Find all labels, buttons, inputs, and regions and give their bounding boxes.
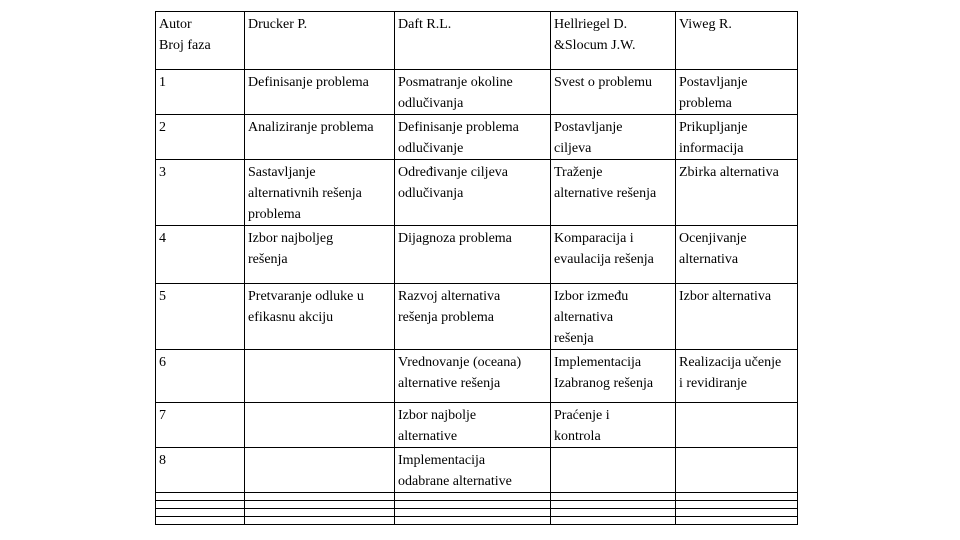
empty-cell (156, 493, 245, 501)
cell-text: Praćenje i (554, 408, 610, 423)
cell-text: 6 (159, 355, 166, 370)
cell-hellriegel (551, 284, 676, 350)
cell-text: problema (679, 96, 732, 111)
cell-text: Implementacija (398, 453, 486, 468)
cell-text: Komparacija i (554, 231, 634, 246)
cell-text: alternativa (679, 252, 739, 267)
cell-text: Izbor najboljeg (248, 231, 334, 246)
cell-text: Zbirka alternativa (679, 165, 779, 180)
cell-daft (395, 448, 551, 493)
cell-text: rešenja (248, 252, 288, 267)
cell-text: Pretvaranje odluke u (248, 289, 364, 304)
header-daft-label: Daft R.L. (398, 17, 452, 32)
empty-cell (156, 501, 245, 509)
decision-phases-table (155, 11, 798, 525)
empty-cell (551, 493, 676, 501)
cell-hellriegel (551, 160, 676, 226)
phase-number (156, 226, 245, 284)
header-viweg (676, 12, 798, 70)
cell-text: Izbor najbolje (398, 408, 477, 423)
header-hellriegel-label: Hellriegel (554, 17, 610, 32)
cell-text: 2 (159, 120, 166, 135)
cell-text: i revidiranje (679, 376, 748, 391)
empty-cell (245, 493, 395, 501)
cell-text: alternativa (554, 310, 614, 325)
empty-cell (395, 501, 551, 509)
cell-drucker (245, 284, 395, 350)
cell-viweg (676, 403, 798, 448)
header-daft (395, 12, 551, 70)
phase-number (156, 448, 245, 493)
cell-hellriegel (551, 350, 676, 403)
phase-number (156, 160, 245, 226)
header-slocum-label: &Slocum J.W. (554, 38, 636, 53)
empty-cell (395, 517, 551, 525)
phase-number (156, 350, 245, 403)
header-drucker-label: Drucker P. (248, 17, 308, 32)
empty-cell (676, 509, 798, 517)
cell-text: Definisanje problema (398, 120, 519, 135)
cell-text: Posmatranje okoline (398, 75, 513, 90)
empty-row (156, 501, 798, 509)
cell-viweg (676, 284, 798, 350)
cell-text: efikasnu akciju (248, 310, 334, 325)
cell-text: Izbor alternativa (679, 289, 772, 304)
cell-hellriegel (551, 448, 676, 493)
header-hellriegel (551, 12, 676, 70)
cell-text: rešenja (554, 331, 594, 346)
table-row (156, 448, 798, 493)
cell-text: Implementacija (554, 355, 642, 370)
empty-cell (395, 509, 551, 517)
header-viweg-label: Viweg R. (679, 17, 732, 32)
cell-text: alternativnih rešenja (248, 186, 362, 201)
cell-drucker (245, 115, 395, 160)
cell-text: Postavljanje (679, 75, 748, 90)
cell-text: alternative (398, 429, 458, 444)
empty-cell (245, 501, 395, 509)
cell-daft (395, 403, 551, 448)
header-drucker (245, 12, 395, 70)
cell-viweg (676, 226, 798, 284)
cell-text: informacija (679, 141, 744, 156)
cell-drucker (245, 448, 395, 493)
cell-hellriegel (551, 115, 676, 160)
cell-viweg (676, 115, 798, 160)
cell-text: odlučivanja (398, 186, 464, 201)
cell-daft (395, 70, 551, 115)
phase-number (156, 70, 245, 115)
cell-hellriegel (551, 226, 676, 284)
cell-daft (395, 115, 551, 160)
table-row (156, 226, 798, 284)
cell-text: 8 (159, 453, 166, 468)
cell-text: odabrane alternative (398, 474, 512, 489)
cell-drucker (245, 70, 395, 115)
header-author-label: Autor (159, 17, 192, 32)
phase-number (156, 284, 245, 350)
empty-cell (551, 517, 676, 525)
cell-viweg (676, 160, 798, 226)
cell-daft (395, 350, 551, 403)
empty-cell (551, 509, 676, 517)
phase-number (156, 115, 245, 160)
phase-number (156, 403, 245, 448)
cell-hellriegel (551, 403, 676, 448)
empty-row (156, 493, 798, 501)
cell-text: odlučivanje (398, 141, 464, 156)
cell-text: 3 (159, 165, 166, 180)
cell-text: problema (248, 207, 301, 222)
cell-drucker (245, 350, 395, 403)
cell-text: evaulacija rešenja (554, 252, 654, 267)
cell-text: Sastavljanje (248, 165, 316, 180)
table-row (156, 160, 798, 226)
cell-drucker (245, 160, 395, 226)
cell-text: Definisanje problema (248, 75, 369, 90)
header-author-phase (156, 12, 245, 70)
cell-text: 4 (159, 231, 166, 246)
empty-cell (551, 501, 676, 509)
empty-cell (395, 493, 551, 501)
cell-text: Traženje (554, 165, 603, 180)
table-row (156, 70, 798, 115)
table-row (156, 350, 798, 403)
header-hellriegel-initial: D. (613, 17, 628, 32)
cell-text: 7 (159, 408, 166, 423)
empty-cell (245, 517, 395, 525)
cell-text: odlučivanja (398, 96, 464, 111)
cell-text: Izabranog rešenja (554, 376, 654, 391)
cell-viweg (676, 70, 798, 115)
cell-text: Razvoj alternativa (398, 289, 501, 304)
empty-cell (245, 509, 395, 517)
cell-text: Vrednovanje (oceana) (398, 355, 522, 370)
empty-cell (676, 517, 798, 525)
cell-daft (395, 226, 551, 284)
table-row (156, 403, 798, 448)
cell-text: alternative rešenja (554, 186, 657, 201)
cell-text: Svest o problemu (554, 75, 652, 90)
empty-row (156, 517, 798, 525)
cell-drucker (245, 403, 395, 448)
cell-text: kontrola (554, 429, 601, 444)
cell-text: Ocenjivanje (679, 231, 747, 246)
table-row (156, 284, 798, 350)
empty-cell (156, 509, 245, 517)
cell-text: Dijagnoza problema (398, 231, 512, 246)
empty-row (156, 509, 798, 517)
cell-text: Analiziranje problema (248, 120, 374, 135)
header-row (156, 12, 798, 70)
empty-cell (156, 517, 245, 525)
cell-text: Realizacija učenje (679, 355, 782, 370)
cell-viweg (676, 448, 798, 493)
cell-viweg (676, 350, 798, 403)
cell-text: rešenja problema (398, 310, 495, 325)
cell-drucker (245, 226, 395, 284)
empty-cell (676, 501, 798, 509)
header-phase-count-label: Broj faza (159, 38, 211, 53)
cell-hellriegel (551, 70, 676, 115)
cell-text: Izbor između (554, 289, 629, 304)
table-row (156, 115, 798, 160)
cell-daft (395, 284, 551, 350)
cell-text: Određivanje ciljeva (398, 165, 509, 180)
cell-text: Prikupljanje (679, 120, 748, 135)
cell-daft (395, 160, 551, 226)
cell-text: ciljeva (554, 141, 592, 156)
cell-text: alternative rešenja (398, 376, 501, 391)
cell-text: Postavljanje (554, 120, 623, 135)
cell-text: 5 (159, 289, 166, 304)
cell-text: 1 (159, 75, 166, 90)
empty-cell (676, 493, 798, 501)
